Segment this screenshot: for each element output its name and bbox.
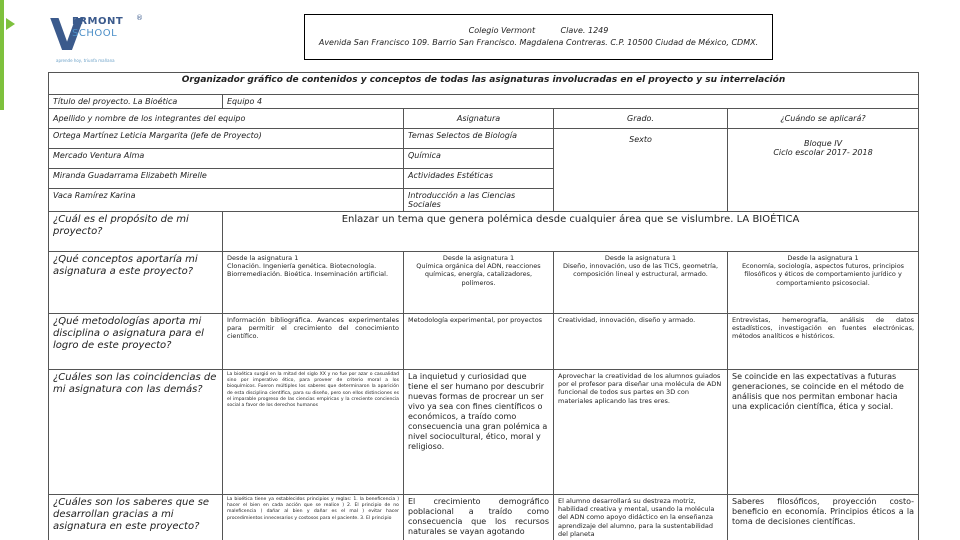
subject-cell: Actividades Estéticas [404, 169, 554, 189]
methodology-cell: Información bibliográfica. Avances experimentales para permitir el crecimiento del conocimiento científico. [223, 314, 404, 370]
grade-cell: Sexto [554, 129, 728, 212]
concepts-cell: Desde la asignatura 1 Clonación. Ingeniería genética. Biotecnología. Biorremediación. Bioética. Inseminación artificial. [223, 252, 404, 314]
subject-cell: Introducción a las Ciencias Sociales [404, 189, 554, 212]
concepts-cell: Desde la asignatura 1 Diseño, innovación, uso de las TICS, geometría, composición lineal y estructural, armado. [554, 252, 728, 314]
methodology-cell: Entrevistas, hemerografía, análisis de datos estadísticos, investigación en fuentes electrónicas, métodos analíticos e históricos. [728, 314, 919, 370]
when-header: ¿Cuándo se aplicará? [728, 109, 919, 129]
knowledge-cell: El alumno desarrollará su destreza motriz, habilidad creativa y mental, usando la molécula del ADN como apoyo didáctico en la enseñanza aprendizaje del alumno, para la sustentabilidad del planeta [554, 495, 728, 540]
knowledge-cell: Saberes filosóficos, proyección costo-beneficio en economía. Principios éticos a la toma de decisiones científicas. [728, 495, 919, 540]
school-address-line: Avenida San Francisco 109. Barrio San Francisco. Magdalena Contreras. C.P. 10500 Ciudad de México, CDMX. [318, 38, 759, 47]
question-purpose: ¿Cuál es el propósito de mi proyecto? [49, 212, 223, 252]
coincidence-cell: Se coincide en las expectativas a futuras generaciones, se coincide en el método de análisis que nos permitan embonar hacia una explicación científica, ética y social. [728, 370, 919, 495]
knowledge-cell: El crecimiento demográfico poblacional a traído como consecuencia que los recursos naturales se vayan agotando [404, 495, 554, 540]
left-accent-triangle [6, 18, 15, 30]
coincidence-cell: Aprovechar la creatividad de los alumnos guiados por el profesor para diseñar una molécula de ADN funcional de todos sus partes en 3D con materiales aplicando las tres eres. [554, 370, 728, 495]
school-header [304, 14, 773, 60]
methodology-cell: Creatividad, innovación, diseño y armado. [554, 314, 728, 370]
grade-header: Grado. [554, 109, 728, 129]
team-label: Equipo 4 [223, 95, 919, 109]
member-row: Vaca Ramírez Karina [49, 189, 404, 212]
subject-cell: Temas Selectos de Biología [404, 129, 554, 149]
left-accent-bar [0, 0, 4, 110]
school-logo: V ERMONT SCHOOL aprende hoy, triunfa mañana ® [50, 10, 143, 63]
answer-purpose: Enlazar un tema que genera polémica desde cualquier área que se vislumbre. LA BIOÉTICA [223, 212, 919, 252]
when-cell: Bloque IV Ciclo escolar 2017- 2018 [728, 129, 919, 212]
methodology-cell: Metodología experimental, por proyectos [404, 314, 554, 370]
knowledge-cell: La bioética tiene ya establecidos principios y reglas: 1. la beneficencia ) hacer el bien en cada acción que se realice ) 2. El principio de no maleficencia ) dañar al bien y dañar es el mal ) evitar hacer procedimientos innecesarios y costosos para el paciente. 3. El principio [223, 495, 404, 540]
table-title: Organizador gráfico de contenidos y conceptos de todas las asignaturas involucradas en el proyecto y su interrelación [49, 73, 919, 95]
concepts-cell: Desde la asignatura 1 Química orgánica del ADN, reacciones químicas, energía, catalizadores, polímeros. [404, 252, 554, 314]
coincidence-cell: La inquietud y curiosidad que tiene el ser humano por descubrir nuevas formas de procrear un ser vivo ya sea con fines científicos o económicos, a traído como consecuencia una gran polémica a nivel sociocultural, ético, moral y religioso. [404, 370, 554, 495]
members-header: Apellido y nombre de los integrantes del equipo [49, 109, 404, 129]
question-coincidences: ¿Cuáles son las coincidencias de mi asignatura con las demás? [49, 370, 223, 495]
question-methodologies: ¿Qué metodologías aporta mi disciplina o asignatura para el logro de este proyecto? [49, 314, 223, 370]
question-concepts: ¿Qué conceptos aportaría mi asignatura a este proyecto? [49, 252, 223, 314]
member-row: Mercado Ventura Alma [49, 149, 404, 169]
project-title: Título del proyecto. La Bioética [49, 95, 223, 109]
question-knowledge: ¿Cuáles son los saberes que se desarrollan gracias a mi asignatura en este proyecto? [49, 495, 223, 540]
member-row: Miranda Guadarrama Elizabeth Mirelle [49, 169, 404, 189]
concepts-cell: Desde la asignatura 1 Economía, sociología, aspectos futuros, principios filosóficos y éticos de comportamiento jurídico y comportamiento psicosocial. [728, 252, 919, 314]
subject-header: Asignatura [404, 109, 554, 129]
school-name-line: Colegio Vermont Clave. 1249 [468, 26, 609, 35]
coincidence-cell: La bioética surgió en la mitad del siglo XX y no fue por azar o casualidad sino por imperativo ético, para proveer de criterio moral a los bioquímicos. Fueron múltiples los saberes que determinaron la aparición de esta disciplina científica, para su diseño, pero son ellos distinciones es el imparable progreso de las ciencias empíricas y la creciente conciencia social a favor de los derechos humanos [223, 370, 404, 495]
subject-cell: Química [404, 149, 554, 169]
organizer-table [48, 72, 919, 540]
member-row: Ortega Martínez Leticia Margarita (Jefe de Proyecto) [49, 129, 404, 149]
